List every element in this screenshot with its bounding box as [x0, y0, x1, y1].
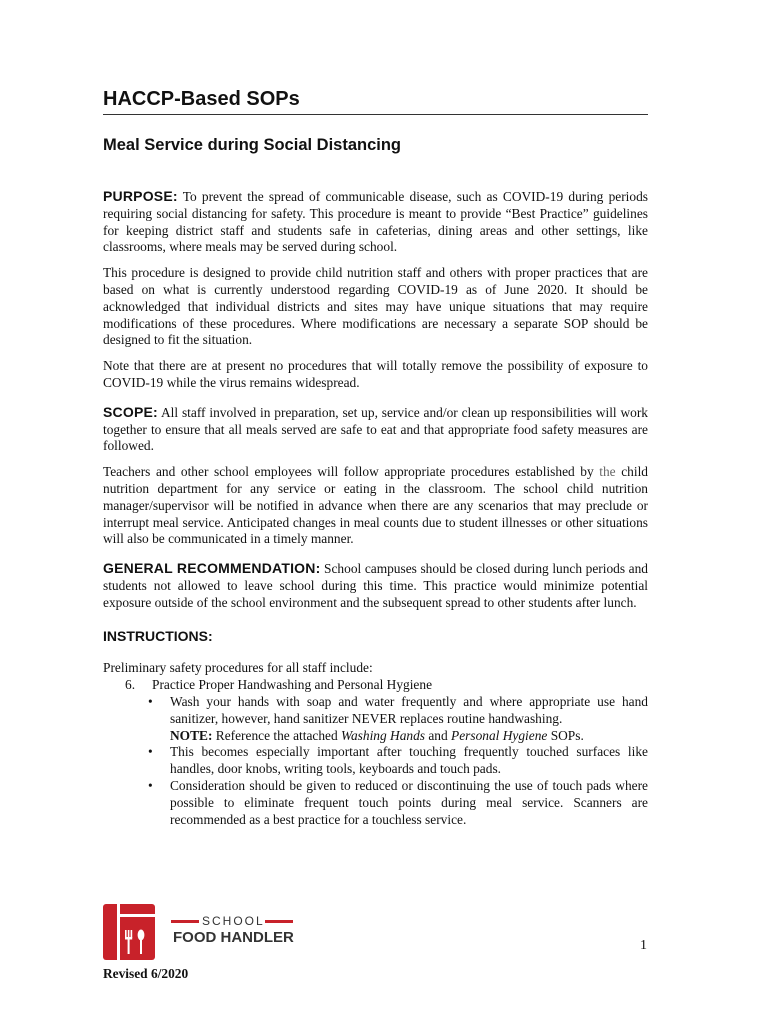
purpose-text: To prevent the spread of communicable disease, such as COVID-19 during periods requiring social distancing for safety. This procedure is meant to provide “Best Practice” guidelines for keeping district staff and students safe in cafeterias, dining areas and other settings, like classrooms, where meals may be served during school.	[103, 189, 648, 255]
purpose-label: PURPOSE:	[103, 188, 178, 204]
instructions-heading: INSTRUCTIONS:	[103, 627, 213, 644]
purpose-paragraph	[103, 188, 648, 256]
page-title: HACCP-Based SOPs	[103, 88, 300, 110]
instructions-intro: Preliminary safety procedures for all staff include:	[103, 660, 373, 676]
general-recommendation-paragraph	[103, 560, 648, 611]
note-label: NOTE:	[170, 727, 213, 743]
general-recommendation-label: GENERAL RECOMMENDATION:	[103, 560, 321, 577]
item-title: Practice Proper Handwashing and Personal Hygiene	[152, 677, 433, 693]
page-number: 1	[640, 938, 647, 953]
logo-text-school: SCHOOL	[202, 914, 265, 928]
numbered-item	[125, 677, 648, 694]
logo-text-food-handler: FOOD HANDLER	[173, 929, 294, 946]
page-subtitle: Meal Service during Social Distancing	[103, 136, 402, 154]
scope-paragraph-2: Teachers and other school employees will follow appropriate procedures established by the child nutrition department for any service or eating in the classroom. The school child nutrition manager/supervisor will be notified in advance when there are any scenarios that may preclude or interrupt meal service. Anticipated changes in meal counts due to student illnesses or other situations will also be communicated in a timely manner.	[103, 464, 648, 547]
purpose-paragraph-3: Note that there are at present no procedures that will totally remove the possibility of exposure to COVID-19 while the virus remains widespread.	[103, 358, 648, 390]
document-body	[103, 188, 648, 828]
bullet-icon: •	[148, 744, 153, 760]
item-number: 6.	[125, 677, 136, 693]
bullet-list	[103, 694, 648, 828]
list-item: • Wash your hands with soap and water frequently and where appropriate use hand sanitizer, however, hand sanitizer NEVER replaces routine handwashing. NOTE: Reference the attached Washing Hands and Personal Hygiene SOPs.	[148, 693, 648, 743]
personal-hygiene-sop-reference: Personal Hygiene	[451, 727, 548, 743]
scope-text: All staff involved in preparation, set up, service and/or clean up responsibilities will work together to ensure that all meals served are safe to eat and that appropriate food safety measures are followed.	[103, 404, 648, 454]
purpose-paragraph-2: This procedure is designed to provide child nutrition staff and others with proper practices that are based on what is currently understood regarding COVID-19 as of June 2020. It should be acknowledged that individual districts and sites may have unique situations that may require modifications of these procedures. Where modifications are necessary a separate SOP should be designed to fit the situation.	[103, 265, 648, 348]
washing-hands-sop-reference: Washing Hands	[341, 727, 425, 743]
scope-paragraph	[103, 404, 648, 455]
general-recommendation-text: School campuses should be closed during lunch periods and students not allowed to leave school during this time. This practice would minimize potential exposure outside of the school environment and the subsequent spread to other students after lunch.	[103, 561, 648, 610]
list-item: • This becomes especially important after touching frequently touched surfaces like handles, door knobs, writing tools, keyboards and touch pads.	[148, 744, 648, 777]
bullet-icon: •	[148, 693, 153, 709]
bullet-icon: •	[148, 777, 153, 793]
title-divider	[103, 114, 648, 115]
list-item: • Consideration should be given to reduced or discontinuing the use of touch pads where possible to eliminate frequent touch points during meal service. Scanners are recommended as a best practice for a touchless service.	[148, 777, 648, 827]
scope-label: SCOPE:	[103, 403, 158, 420]
school-food-handler-logo	[103, 904, 303, 964]
revision-date: Revised 6/2020	[103, 966, 189, 981]
